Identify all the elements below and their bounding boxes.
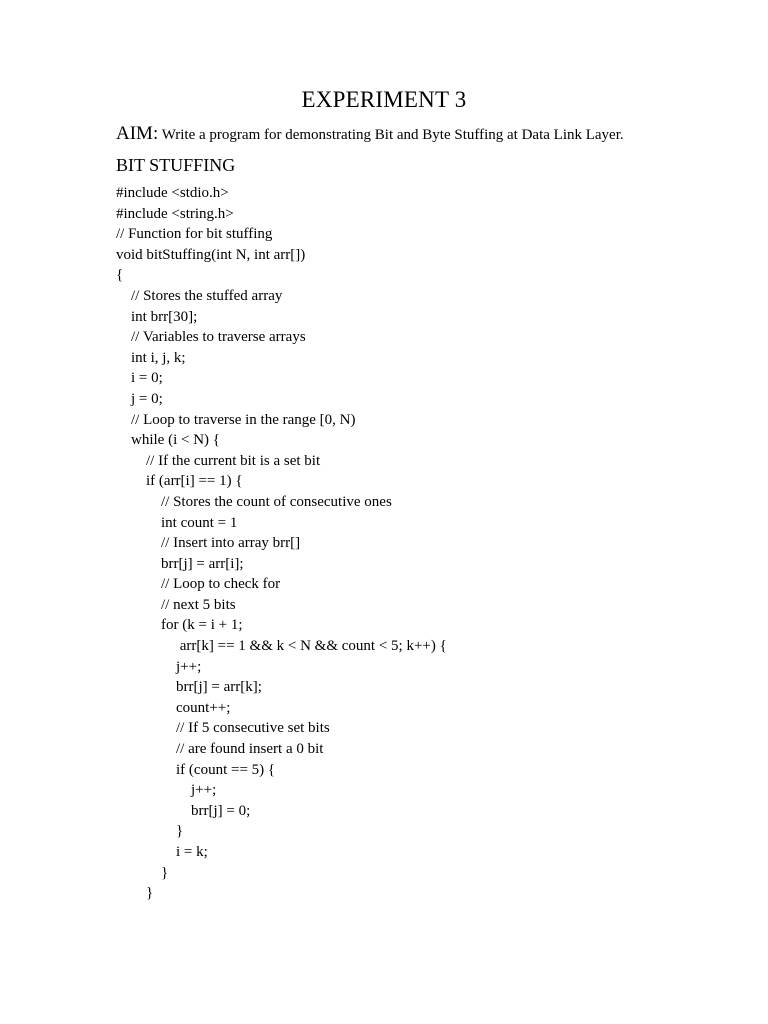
code-line: i = 0; [116, 370, 163, 387]
code-line: // If the current bit is a set bit [116, 452, 321, 469]
code-line: // Loop to check for [116, 576, 281, 593]
code-line: #include <stdio.h> [116, 185, 229, 201]
code-line: brr[j] = arr[i]; [116, 555, 244, 572]
code-line: // Insert into array brr[] [116, 535, 301, 552]
aim-statement [116, 123, 624, 146]
code-line: // Loop to traverse in the range [0, N) [116, 411, 356, 428]
code-line: int brr[30]; [116, 308, 198, 325]
aim-text: Write a program for demonstrating Bit and Byte Stuffing at Data Link Layer. [158, 127, 624, 143]
code-line: if (count == 5) { [116, 761, 276, 778]
experiment-title: EXPERIMENT 3 [301, 87, 467, 112]
code-line: // Variables to traverse arrays [116, 329, 306, 346]
code-line: i = k; [116, 844, 208, 860]
code-line: } [116, 864, 169, 881]
code-line: j++; [116, 782, 217, 799]
code-line: int i, j, k; [116, 349, 186, 366]
code-line: // are found insert a 0 bit [116, 741, 324, 758]
code-line: // next 5 bits [116, 596, 236, 613]
aim-label: AIM: [116, 123, 159, 144]
code-line: j = 0; [116, 390, 163, 407]
code-listing [116, 183, 447, 904]
code-line: for (k = i + 1; [116, 617, 243, 634]
code-line: #include <string.h> [116, 205, 234, 222]
code-line: // Stores the stuffed array [116, 287, 283, 304]
code-line: arr[k] == 1 && k < N && count < 5; k++) { [116, 638, 447, 655]
code-line: j++; [116, 658, 202, 675]
code-line: brr[j] = 0; [116, 802, 251, 819]
code-line: // Stores the count of consecutive ones [116, 493, 392, 510]
code-line: } [116, 823, 184, 840]
code-line: int count = 1 [116, 514, 238, 531]
code-line: // If 5 consecutive set bits [116, 720, 330, 737]
section-heading: BIT STUFFING [116, 155, 236, 175]
code-line: { [116, 267, 124, 284]
code-line: if (arr[i] == 1) { [116, 473, 243, 490]
code-line: void bitStuffing(int N, int arr[]) [116, 246, 306, 263]
code-line: while (i < N) { [116, 432, 220, 449]
code-line: count++; [116, 699, 231, 716]
code-line: } [116, 885, 154, 902]
code-line: // Function for bit stuffing [116, 226, 273, 243]
code-line: brr[j] = arr[k]; [116, 679, 262, 696]
